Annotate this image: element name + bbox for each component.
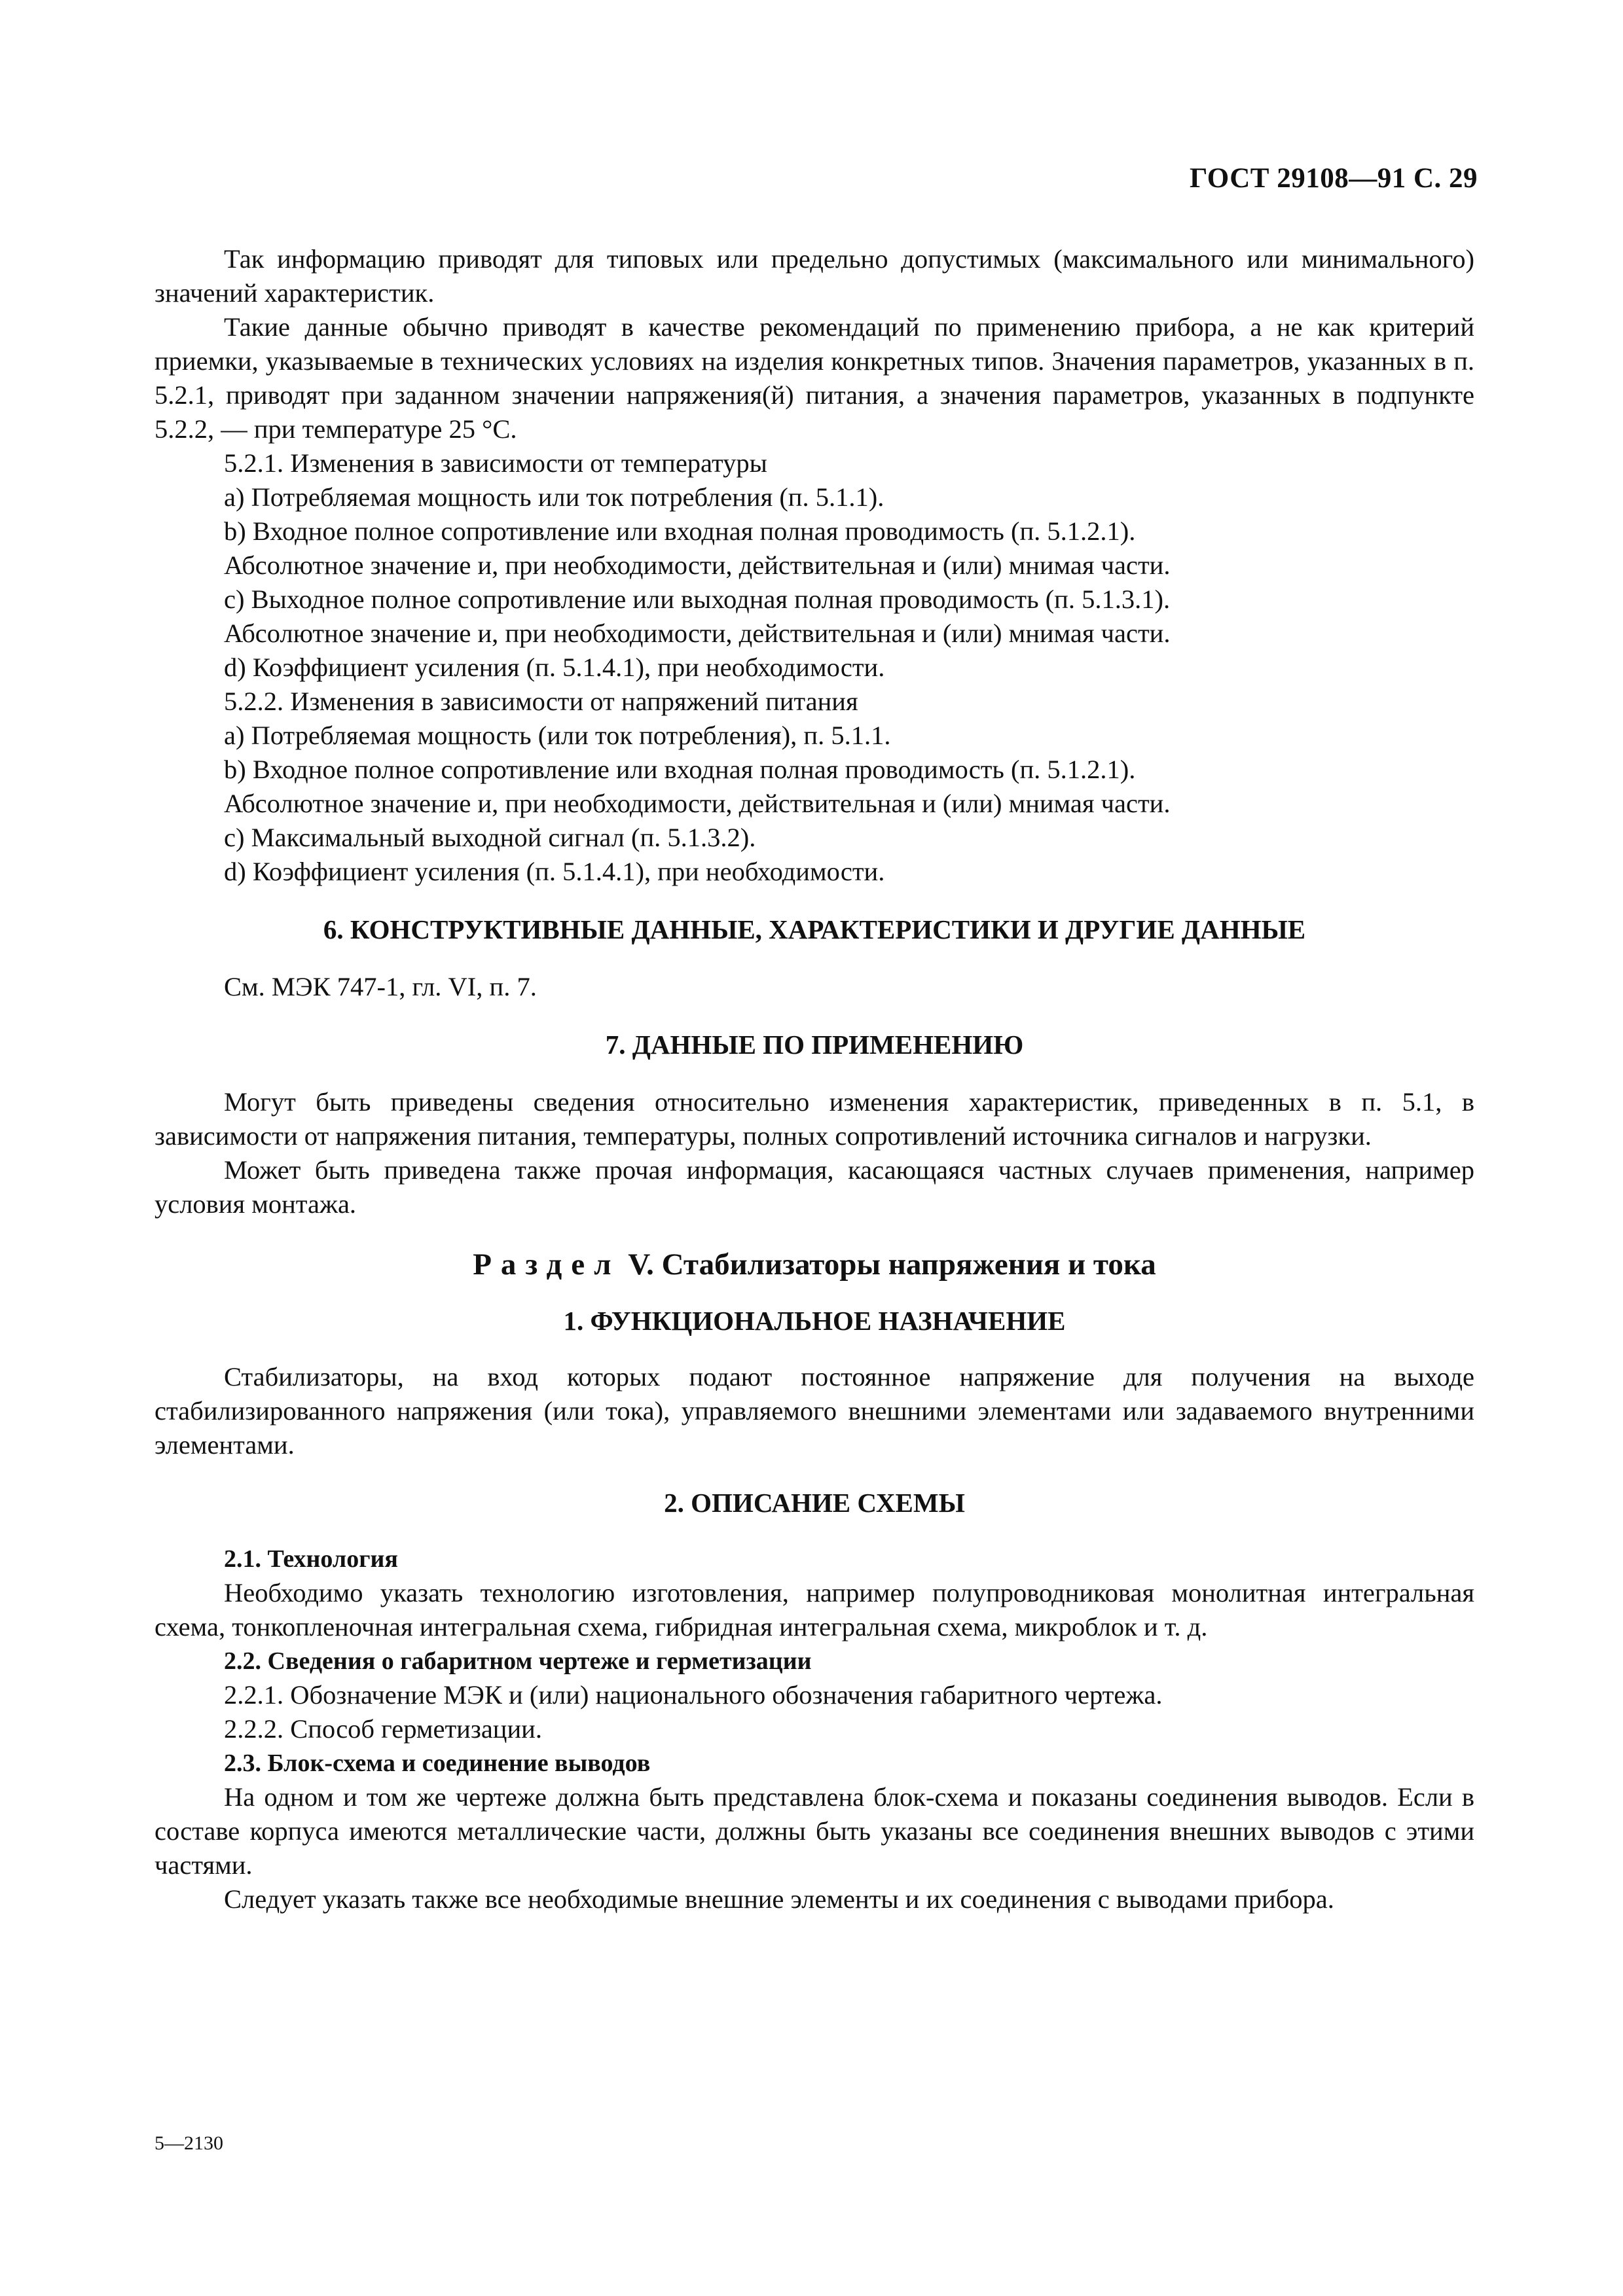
subsection-title: 5.2.1. Изменения в зависимости от температуры (224, 448, 767, 478)
section-heading: 2. ОПИСАНИЕ СХЕМЫ (664, 1488, 965, 1518)
paragraph: Стабилизаторы, на вход которых подают постоянное напряжение для получения на выходе стабилизированного напряжения (или тока), управляемого внешними элементами или задаваемого внутренними элементами. (155, 1362, 1474, 1460)
section-heading: 6. КОНСТРУКТИВНЫЕ ДАННЫЕ, ХАРАКТЕРИСТИКИ И ДРУГИЕ ДАННЫЕ (323, 914, 1306, 944)
part-prefix: Раздел (473, 1247, 621, 1282)
list-item: c) Максимальный выходной сигнал (п. 5.1.3.2). (224, 823, 756, 852)
paragraph: См. МЭК 747-1, гл. VI, п. 7. (224, 972, 537, 1001)
part-title: V. Стабилизаторы напряжения и тока (628, 1247, 1156, 1282)
document-body (155, 242, 1474, 1916)
subsection-title: 5.2.2. Изменения в зависимости от напряжений питания (224, 687, 858, 716)
paragraph: Так информацию приводят для типовых или предельно допустимых (максимального или минимального) значений характеристик. (155, 244, 1474, 308)
list-item: a) Потребляемая мощность (или ток потребления), п. 5.1.1. (224, 721, 891, 750)
list-item: d) Коэффициент усиления (п. 5.1.4.1), при необходимости. (224, 653, 885, 682)
paragraph: Следует указать также все необходимые внешние элементы и их соединения с выводами прибора. (224, 1884, 1334, 1914)
page-footer-code: 5—2130 (155, 2132, 223, 2154)
list-note: Абсолютное значение и, при необходимости, действительная и (или) мнимая части. (224, 789, 1171, 818)
section-heading: 7. ДАННЫЕ ПО ПРИМЕНЕНИЮ (605, 1030, 1024, 1060)
paragraph: Такие данные обычно приводят в качестве рекомендаций по применению прибора, а не как критерий приемки, указываемые в технических условиях на изделия конкретных типов. Значения параметров, указанных в п. 5.2.1, приводят при заданном значении напряжения(й) питания, а значения параметров, указанных в подпункте 5.2.2, — при температуре 25 °C. (155, 312, 1474, 444)
list-item: a) Потребляемая мощность или ток потребления (п. 5.1.1). (224, 482, 884, 512)
list-item: 2.2.2. Способ герметизации. (224, 1714, 542, 1744)
list-item: b) Входное полное сопротивление или входная полная проводимость (п. 5.1.2.1). (224, 516, 1136, 546)
list-item: b) Входное полное сопротивление или входная полная проводимость (п. 5.1.2.1). (224, 755, 1136, 784)
paragraph: Необходимо указать технологию изготовления, например полупроводниковая монолитная интегральная схема, тонкопленочная интегральная схема, гибридная интегральная схема, микроблок и т. д. (155, 1578, 1474, 1641)
subsection-title: 2.3. Блок-схема и соединение выводов (224, 1749, 651, 1777)
list-item: d) Коэффициент усиления (п. 5.1.4.1), при необходимости. (224, 857, 885, 886)
list-item: 2.2.1. Обозначение МЭК и (или) национального обозначения габаритного чертежа. (224, 1680, 1163, 1710)
part-heading (155, 1247, 1474, 1282)
paragraph: Могут быть приведены сведения относительно изменения характеристик, приведенных в п. 5.1, в зависимости от напряжения питания, температуры, полных сопротивлений источника сигналов и нагрузки. (155, 1087, 1474, 1151)
list-note: Абсолютное значение и, при необходимости, действительная и (или) мнимая части. (224, 619, 1171, 648)
section-heading: 1. ФУНКЦИОНАЛЬНОЕ НАЗНАЧЕНИЕ (563, 1306, 1066, 1336)
subsection-title: 2.1. Технология (224, 1545, 398, 1573)
page-header: ГОСТ 29108—91 С. 29 (1189, 163, 1478, 194)
paragraph: На одном и том же чертеже должна быть представлена блок-схема и показаны соединения выводов. Если в составе корпуса имеются металлические части, должны быть указаны все соединения внешних выводов с этими частями. (155, 1782, 1474, 1880)
list-item: c) Выходное полное сопротивление или выходная полная проводимость (п. 5.1.3.1). (224, 584, 1171, 614)
subsection-title: 2.2. Сведения о габаритном чертеже и герметизации (224, 1647, 812, 1675)
paragraph: Может быть приведена также прочая информация, касающаяся частных случаев применения, например условия монтажа. (155, 1155, 1474, 1219)
list-note: Абсолютное значение и, при необходимости, действительная и (или) мнимая части. (224, 550, 1171, 580)
